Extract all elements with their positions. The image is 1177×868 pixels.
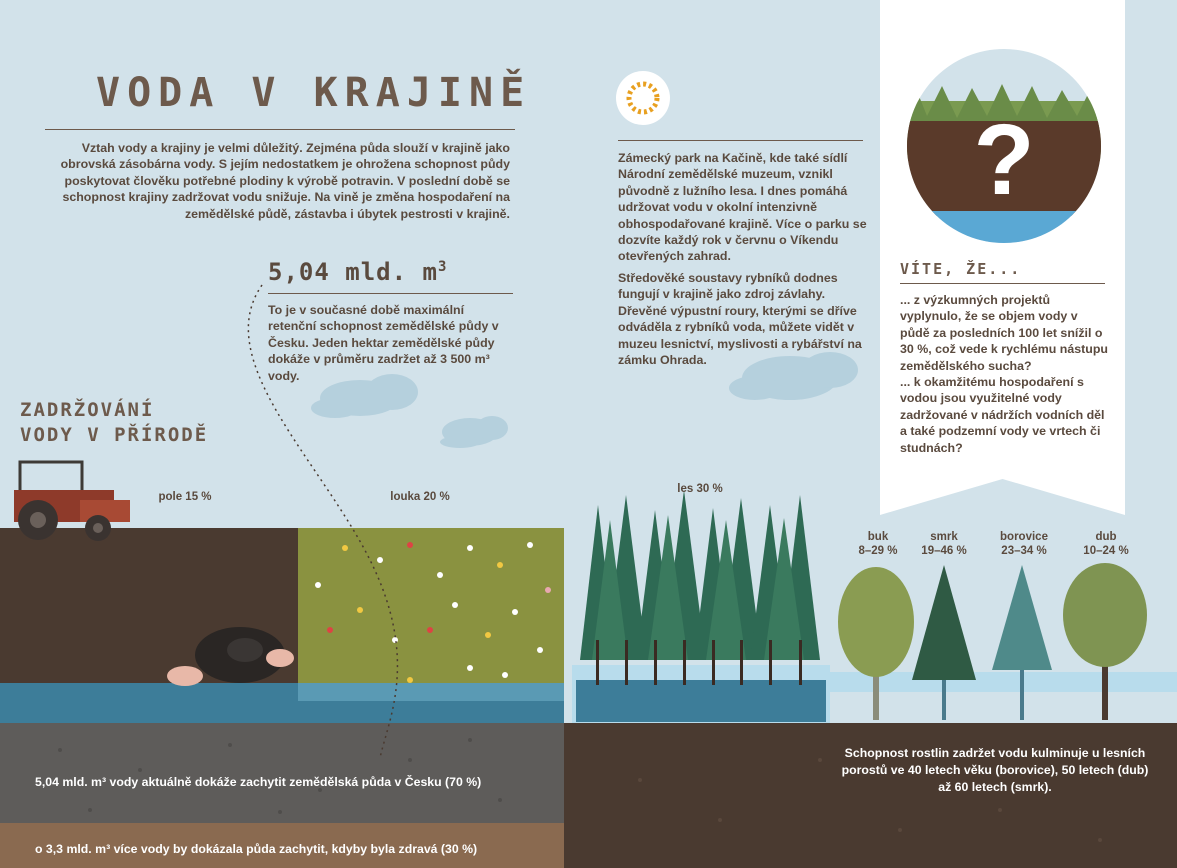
did-you-know-facts bbox=[900, 292, 1110, 456]
question-mark-icon: ? bbox=[973, 104, 1035, 216]
closing-text: Schopnost rostlin zadržet vodu kulminuje u lesních porostů ve 40 letech věku (borovice), 50 letech (dub) až 60 letech (smrk). bbox=[841, 746, 1149, 794]
section-title-line2: VODY V PŘÍRODĚ bbox=[20, 424, 209, 446]
meadow-label: louka 20 % bbox=[390, 491, 450, 503]
beech-tree-icon bbox=[838, 567, 914, 720]
retention-potential-text: o 3,3 mld. m³ více vody by dokázala půda zachytit, kdyby byla zdravá (30 %) bbox=[35, 842, 478, 856]
pine-tree-icon bbox=[992, 565, 1052, 720]
retention-current-text: 5,04 mld. m³ vody aktuálně dokáže zachytit zemědělská půda v Česku (70 %) bbox=[35, 775, 482, 789]
highlight-value: 5,04 mld. $m^3$ bbox=[268, 258, 448, 286]
did-you-know-title: VÍTE, ŽE... bbox=[900, 260, 1022, 278]
tree-label-spruce: smrk 19–46 % bbox=[921, 531, 967, 557]
park-text-1: Zámecký park na Kačině, kde také sídlí Národní zemědělské muzeum, vznikl původně z lužního lesa. I dnes pomáhá udržovat vodu v okolní intenzivně obhospodařované krajině. Více o parku se dozvíte každý rok v červnu o Víkendu otevřených zahrad. bbox=[618, 151, 867, 264]
tree-label-beech: buk 8–29 % bbox=[858, 531, 898, 557]
oak-tree-icon bbox=[1063, 563, 1147, 720]
question-circle-illustration bbox=[902, 46, 1107, 246]
field-label: pole 15 % bbox=[158, 491, 212, 503]
page-title: VODA V KRAJINĚ bbox=[96, 70, 532, 116]
spruce-tree-icon bbox=[912, 565, 976, 720]
forest-label: les 30 % bbox=[677, 483, 723, 495]
fact-2: ... k okamžitému hospodaření s vodou jsou využitelné vody zadržované v nádržích vodních děl a také podzemní vody ve vrtech či studnách? bbox=[900, 375, 1105, 455]
tree-label-oak: dub 10–24 % bbox=[1083, 531, 1129, 557]
intro-text: Vztah vody a krajiny je velmi důležitý. Zejména půda slouží v krajině jako obrovská zásobárna vody. S jejím nedostatkem je ohrožena schopnost půdy poskytovat člověku potřebné plodiny k výrobě potravin. V poslední době se schopnost krajiny zadržovat vodu snižuje. Na vině je změna hospodaření na zemědělské půdě, zástavba i úbytek pestrosti v krajině. bbox=[60, 141, 510, 221]
highlight-divider bbox=[268, 293, 513, 294]
fact-1: ... z výzkumných projektů vyplynulo, že se objem vody v půdě za posledních 100 let snížil o 30 %, což vede k rychlému nástupu zemědělského sucha? bbox=[900, 293, 1108, 373]
section-title bbox=[20, 398, 208, 448]
tree-label-pine: borovice 23–34 % bbox=[1000, 531, 1048, 557]
park-logo-icon bbox=[616, 71, 670, 125]
park-text-2: Středověké soustavy rybníků dodnes fungují v krajině jako zdroj závlahy. Dřevěné výpustní roury, kterými se dříve odváděla z rybníků voda, můžete vidět v muzeu lesnictví, myslivosti a rybářství na zámku Ohrada. bbox=[618, 271, 862, 368]
did-you-know-divider bbox=[900, 283, 1105, 284]
title-divider bbox=[45, 129, 515, 130]
cloud-icon bbox=[440, 416, 508, 448]
tree-species-illustration bbox=[830, 560, 1177, 730]
highlight-description: To je v současné době maximální retenční schopnost zemědělské půdy v Česku. Jeden hektar zemědělské půdy dokáže v průměru zadržet až 3 500 m³ vody. bbox=[268, 303, 499, 383]
section-title-line1: ZADRŽOVÁNÍ bbox=[20, 399, 155, 421]
